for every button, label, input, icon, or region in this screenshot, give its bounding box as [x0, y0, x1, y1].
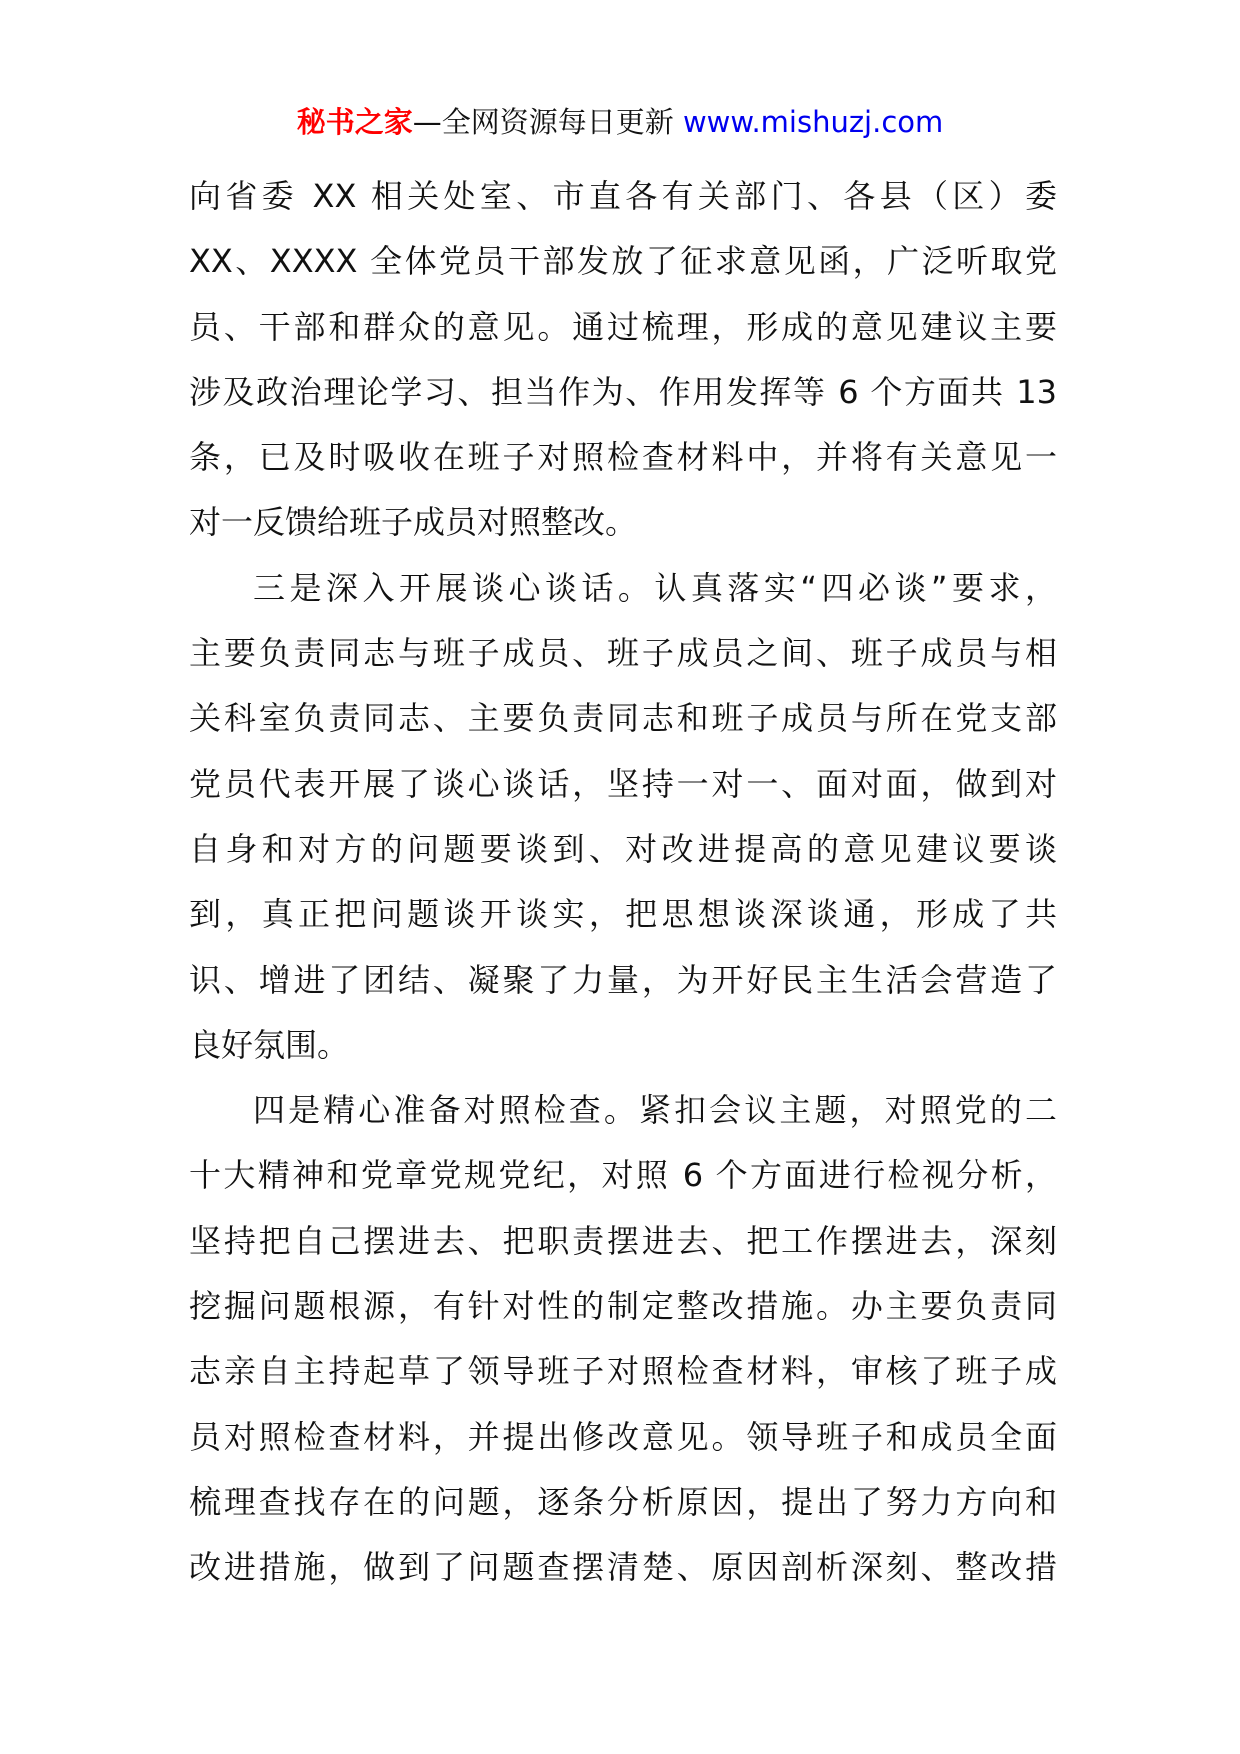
- text-line: 改进措施，做到了问题查摆清楚、原因剖析深刻、整改措: [189, 1548, 1057, 1587]
- text-line: 主要负责同志与班子成员、班子成员之间、班子成员与相: [189, 634, 1057, 673]
- text-line: 向省委 XX 相关处室、市直各有关部门、各县（区）委: [189, 177, 1057, 215]
- site-header: [0, 102, 1240, 142]
- text-line: 三是深入开展谈心谈话。认真落实“四必谈”要求，: [253, 568, 1057, 607]
- text-line: 条，已及时吸收在班子对照检查材料中，并将有关意见一: [189, 438, 1057, 477]
- text-line: 识、增进了团结、凝聚了力量，为开好民主生活会营造了: [189, 960, 1057, 999]
- text-line: 十大精神和党章党规党纪，对照 6 个方面进行检视分析，: [189, 1156, 1057, 1195]
- document-body: [189, 164, 1057, 1601]
- text-line: 自身和对方的问题要谈到、对改进提高的意见建议要谈: [189, 829, 1057, 868]
- text-line: 员、干部和群众的意见。通过梳理，形成的意见建议主要: [189, 307, 1057, 346]
- text-line: 涉及政治理论学习、担当作为、作用发挥等 6 个方面共 13: [189, 372, 1057, 411]
- text-line: 挖掘问题根源，有针对性的制定整改措施。办主要负责同: [189, 1287, 1057, 1326]
- site-url-link[interactable]: www.mishuzj.com: [682, 105, 944, 139]
- text-line: XX、XXXX 全体党员干部发放了征求意见函，广泛听取党: [189, 242, 1057, 281]
- text-line: 关科室负责同志、主要负责同志和班子成员与所在党支部: [189, 699, 1057, 738]
- text-line: 到，真正把问题谈开谈实，把思想谈深谈通，形成了共: [189, 895, 1057, 934]
- text-line: 对一反馈给班子成员对照整改。: [189, 503, 638, 542]
- text-line: 良好氛围。: [189, 1025, 350, 1064]
- text-line: 四是精心准备对照检查。紧扣会议主题，对照党的二: [253, 1091, 1057, 1130]
- text-line: 员对照检查材料，并提出修改意见。领导班子和成员全面: [189, 1417, 1057, 1456]
- header-slogan: —全网资源每日更新: [412, 105, 674, 139]
- text-line: 志亲自主持起草了领导班子对照检查材料，审核了班子成: [189, 1352, 1057, 1391]
- text-line: 梳理查找存在的问题，逐条分析原因，提出了努力方向和: [189, 1482, 1057, 1521]
- text-line: 党员代表开展了谈心谈话，坚持一对一、面对面，做到对: [189, 764, 1057, 803]
- text-line: 坚持把自己摆进去、把职责摆进去、把工作摆进去，深刻: [189, 1221, 1057, 1260]
- brand-name: 秘书之家: [296, 105, 413, 139]
